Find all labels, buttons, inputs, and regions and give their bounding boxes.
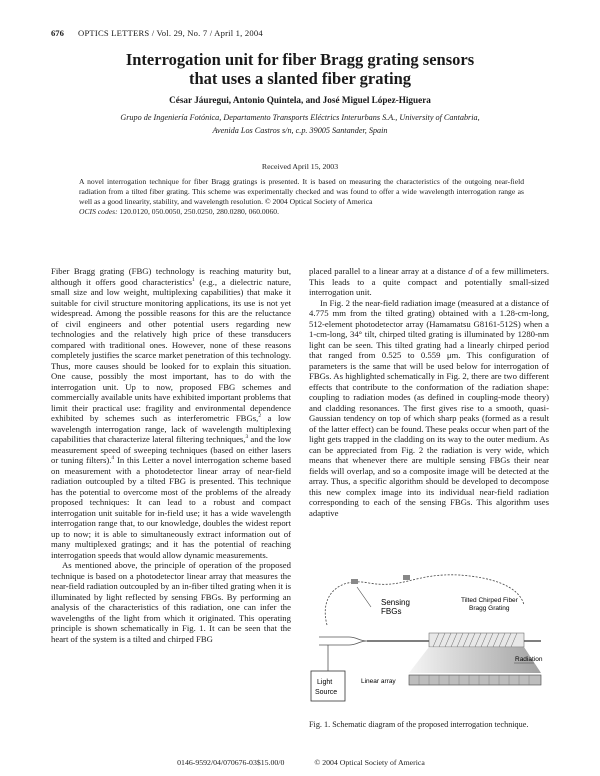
tilted-grating [429,633,524,647]
sensing-fbg-1 [351,579,358,584]
label-linear-array: Linear array [361,678,396,685]
right-paragraph-1 [309,266,549,298]
left-paragraph-1 [51,266,291,560]
variable-d: d [468,266,473,276]
fbg-pointer [357,587,371,607]
ocis-line [79,207,524,217]
journal-citation: OPTICS LETTERS / Vol. 29, No. 7 / April 1, 2004 [78,28,263,38]
ref-4: 4 [111,455,115,462]
text-run: placed parallel to a linear array at a distance [309,266,469,276]
ref-1: 1 [191,276,195,283]
abstract [79,177,524,217]
text-run: of a few millimeters. This leads to a quite compact and potentially small-sized interrogation unit. [309,266,549,297]
affiliation-line-2: Avenida Los Castros s/n, c.p. 39005 Santander, Spain [212,125,388,135]
label-tilted-2: Bragg Grating [469,605,510,612]
footer-code: 0146-9592/04/070676-03$15.00/0 [177,758,285,767]
abstract-text: A novel interrogation technique for fiber Bragg gratings is presented. It is based on measuring the characteristics of the outgoing near-field radiation from a tilted fiber grating. This scheme was experimentally checked and was found to offer a wide wavelength interrogation range as well as a good linearity, stability, and wavelength resolution. © 2004 Optical Society of America [79,177,524,206]
label-light: Light [317,679,333,686]
caption-label: Fig. 1. [309,720,331,729]
linear-array [409,675,541,685]
label-radiation: Radiation [515,656,543,663]
label-tilted-1: Tilted Chirped Fiber [461,597,518,604]
text-run: (e.g., a dielectric nature, small size and low weight, multiplexing capabilities) that make it suitable for civil structure monitoring applications, its use is not yet widespread. Among the possible reasons for this are the reluctance of civil engineers and other potential users regarding new technologies and the relatively high price of these transducers compared with traditional ones. However, none of these reasons completely justifies the scarce market penetration of this technology. Thus, more causes should be looked for to explain this situation. One cause, possibly the most important, has to do with the interrogation unit. Up to now, proposed FBG schemes and commercially available units have exhibited important problems that limit their practical use: fragility and environmental dependence exhibited by schemes such as interferometric FBGs, [51,276,291,423]
left-column [51,266,291,644]
figure-1-schematic [309,565,549,715]
text-run: and the low measurement speed of sweeping techniques (based on either lasers or tuning filters). [51,434,291,465]
received-date: Received April 15, 2003 [261,162,339,171]
label-sensing: Sensing [381,598,410,607]
ref-2: 2 [258,413,262,420]
text-run: a low wavelength interrogation range, lack of wavelength multiplexing capabilities that characterize lateral filtering techniques, [51,413,292,444]
ocis-label: OCIS codes: [79,206,118,216]
sensing-fbg-2 [403,575,410,580]
label-source: Source [315,689,338,696]
right-column [309,266,549,518]
authors: César Jáuregui, Antonio Quintela, and José Miguel López-Higuera [169,95,431,105]
title-line-2: that uses a slanted fiber grating [189,69,411,88]
label-fbgs: FBGs [381,607,402,616]
right-paragraph-2: In Fig. 2 the near-field radiation image (measured at a distance of 4.775 mm from the tilted grating) obtained with a 1.28-cm-long, 512-element photodetector array (Hamamatsu G8161-512S) when a 1-cm-long, 34° tilt, chirped tilted grating is illuminated by 1280-nm light can be seen. This tilted grating had a linearly chirped period that ranged from 0.525 to 0.559 μm. This configuration of parameters is the same that will be used below for interrogation of FBGs. As highlighted schematically in Fig. 2, there are two different effects that contribute to the conformation of the radiation shape: coupling to radiation modes (as defined in coupling-mode theory) and cladding resonances. The first gives rise to a smooth, quasi-Gaussian tendency on top of which sharp peaks (formed as a result of the latter effect) can be found. These peaks occur when part of the light gets trapped in the cladding on its way to the outer medium. As can be appreciated from Fig. 2 the radiation is very wide, which means that whenever there are multiple sensing FBGs their near fields will overlap, and so a composite image will be detected at the array. Thus, a specific algorithm should be developed to decompose this new complex image into its individual near-field radiation corresponding to each of the sensing FBGs. This algorithm uses adaptive [309,297,549,518]
coupler-arms [349,637,367,645]
text-run: In this Letter a novel interrogation scheme based on measurement with a photodetector linear array of near-field radiation outcoupled by a tilted FBG is presented. This technique has the potential to overcome most of the problems of the already proposed techniques: It can lead to a robust and compact interrogation unit suitable for in-field use; it has a wide wavelength interrogation range that, to our knowledge, doubles the widest report up to now; it is able to simultaneously extract information out of many multiplexed gratings; and it has the potential of reaching interrogation speeds that would allow dynamic measurements. [51,455,291,560]
affiliation-line-1: Grupo de Ingeniería Fotónica, Departamento Transports Eléctrics Interurbans S.A., University of Cantabria, [120,113,480,122]
ref-3: 3 [245,434,249,441]
affiliation [60,112,540,137]
page-footer [51,758,551,767]
footer-copyright: © 2004 Optical Society of America [314,758,425,767]
ocis-codes: 120.0120, 050.0050, 250.0250, 280.0280, 060.0060. [119,206,279,216]
page-number: 676 [51,28,64,38]
running-header [51,28,551,38]
left-paragraph-2: As mentioned above, the principle of operation of the proposed technique is based on a photodetector linear array that measures the near-field radiation outcoupled by an in-fiber tilted grating when it is illuminated by light reflected by sensing FBGs. By performing an analysis of the characteristics of this radiation, one can infer the wavelengths of the light from which it originated. This operating principle is shown schematically in Fig. 1. It can be seen that the heart of the system is a tilted and chirped FBG [51,560,291,644]
figure-caption [309,720,549,730]
title-line-1: Interrogation unit for fiber Bragg grating sensors [125,50,475,69]
article-title [60,50,540,88]
text-run: Fiber Bragg grating (FBG) technology is reaching maturity but, although it offers good characteristics [51,266,291,287]
caption-text: Schematic diagram of the proposed interrogation technique. [332,720,529,729]
coupler [319,637,349,645]
light-source-box [311,671,345,701]
